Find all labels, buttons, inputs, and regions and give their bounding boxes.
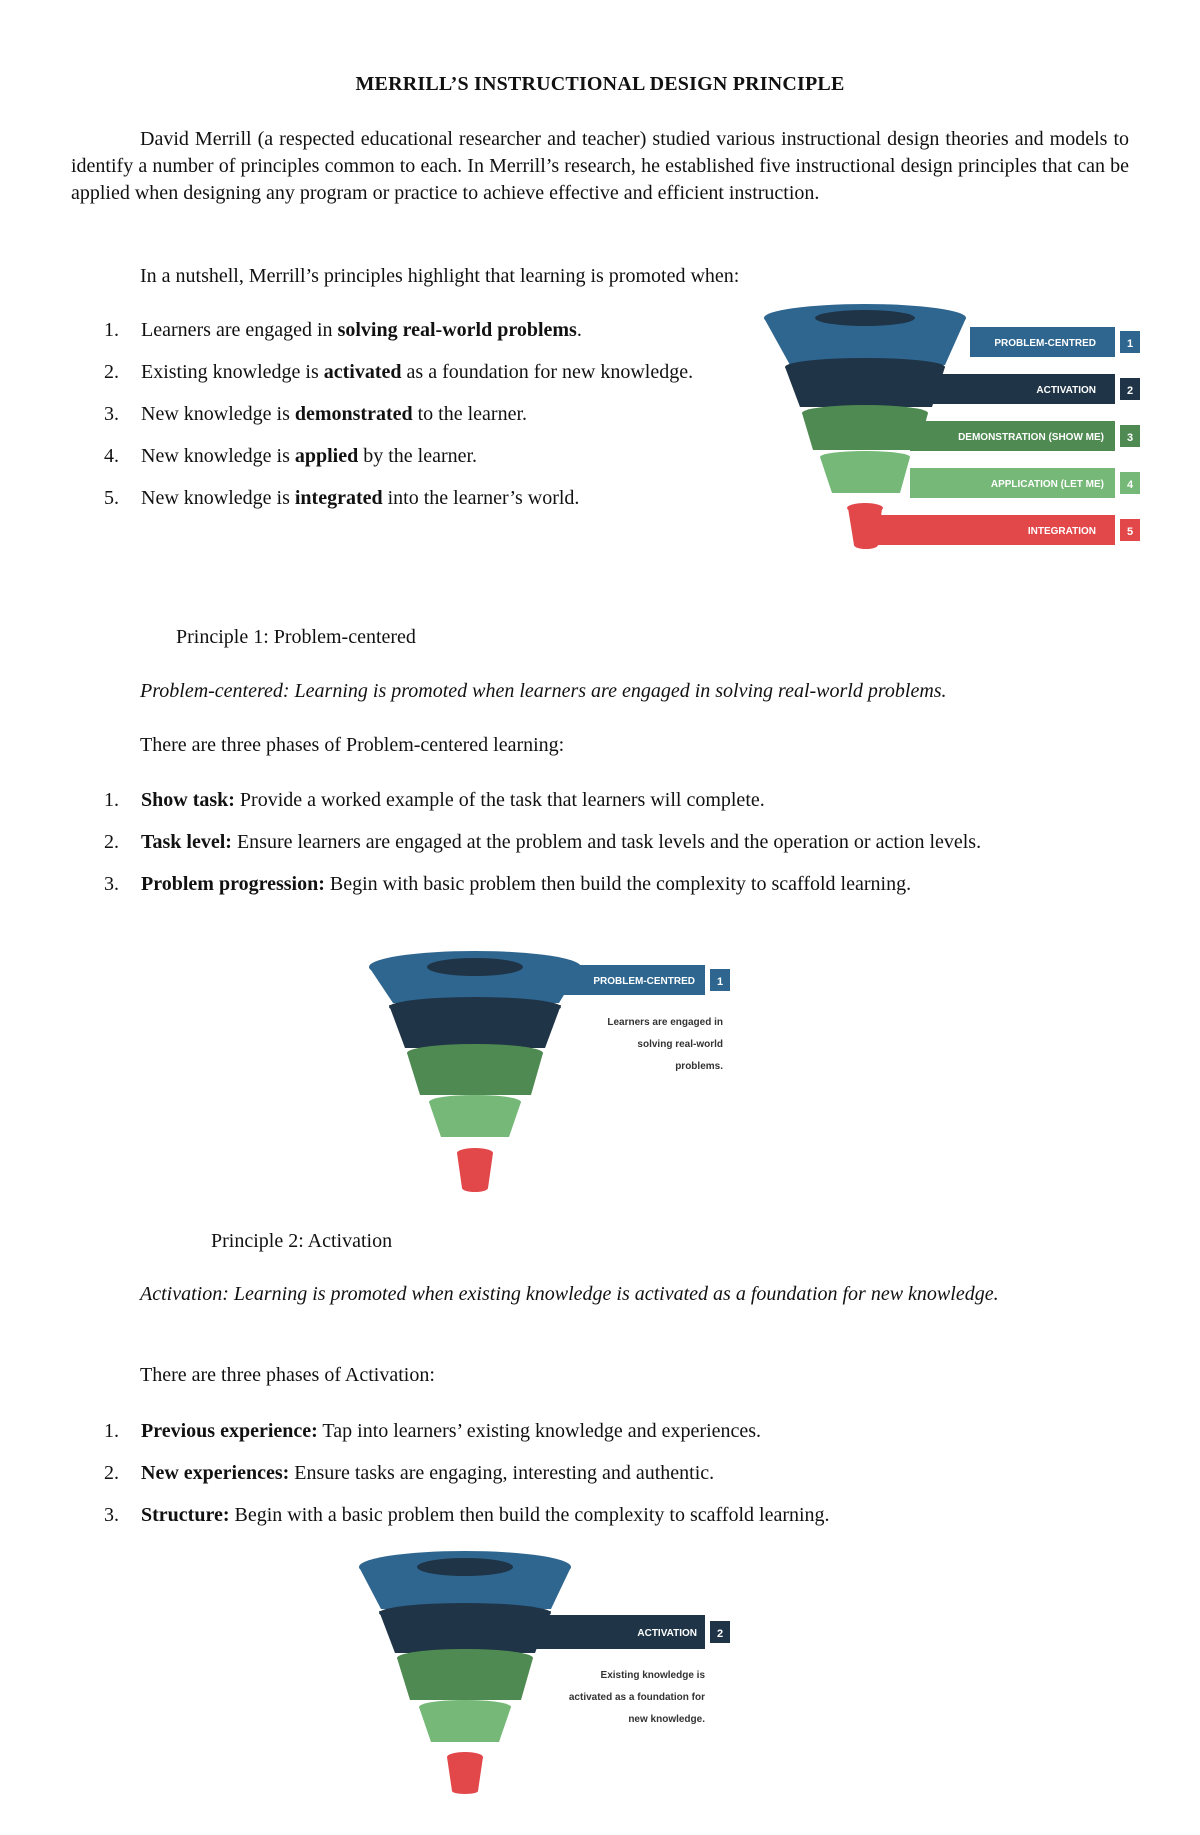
principle2-definition: Activation: Learning is promoted when existing knowledge is activated as a foundation for new knowledge. xyxy=(140,1283,999,1305)
list-item: 3. Structure: Begin with a basic problem then build the complexity to scaffold learning. xyxy=(104,1504,830,1526)
list-item: 2. Existing knowledge is activated as a foundation for new knowledge. xyxy=(104,361,694,383)
banner-label-5: INTEGRATION xyxy=(1027,526,1096,537)
badge-num-1: 1 xyxy=(1126,338,1134,350)
principle2-phases-list xyxy=(71,1418,1129,1544)
list-item: 1. Learners are engaged in solving real-world problems. xyxy=(104,319,582,341)
p1-tier-5-base xyxy=(462,1184,488,1192)
principle1-phases-intro: There are three phases of Problem-centered learning: xyxy=(140,734,565,756)
badge-num-2: 2 xyxy=(1126,385,1134,397)
p1-tier-1-hole xyxy=(427,958,523,976)
tier-1-hole xyxy=(815,310,915,326)
tier-2-rim xyxy=(785,358,945,376)
p1-desc-line-3: problems. xyxy=(675,1061,723,1072)
principle2-heading: Principle 2: Activation xyxy=(211,1230,393,1252)
list-item: 2. Task level: Ensure learners are engaged at the problem and task levels and the operation or action levels. xyxy=(104,831,982,853)
p1-tier-4-rim xyxy=(429,1095,521,1109)
p1-banner-label: PROBLEM-CENTRED xyxy=(593,976,695,987)
list-item: 4. New knowledge is applied by the learner. xyxy=(104,445,478,467)
p2-banner-label: ACTIVATION xyxy=(637,1628,697,1639)
principle1-heading: Principle 1: Problem-centered xyxy=(176,626,416,648)
p2-tier-4-rim xyxy=(419,1700,511,1714)
banner-label-3: DEMONSTRATION (SHOW ME) xyxy=(958,432,1104,443)
principle1-definition: Problem-centered: Learning is promoted when learners are engaged in solving real-world problems. xyxy=(140,680,947,702)
p1-tier-5-rim xyxy=(457,1148,493,1158)
p2-tier-3-rim xyxy=(397,1649,533,1667)
tier-3-rim xyxy=(802,405,928,421)
badge-num-3: 3 xyxy=(1126,432,1134,444)
list-item: 5. New knowledge is integrated into the learner’s world. xyxy=(104,487,580,509)
list-item: 1. Previous experience: Tap into learners’ existing knowledge and experiences. xyxy=(104,1420,762,1442)
banner-label-2: ACTIVATION xyxy=(1036,385,1096,396)
banner-label-4: APPLICATION (LET ME) xyxy=(990,479,1104,490)
list-item: 3. New knowledge is demonstrated to the learner. xyxy=(104,403,528,425)
badge-num-5: 5 xyxy=(1126,526,1134,538)
nutshell-text: In a nutshell, Merrill’s principles highlight that learning is promoted when: xyxy=(140,265,740,287)
p2-tier-5 xyxy=(447,1757,483,1791)
tier-5-rim xyxy=(847,503,883,513)
banner-label-1: PROBLEM-CENTRED xyxy=(994,338,1096,349)
badge-num-4: 4 xyxy=(1126,479,1134,491)
p2-tier-5-base xyxy=(452,1788,478,1794)
page-title: MERRILL’S INSTRUCTIONAL DESIGN PRINCIPLE xyxy=(355,73,845,95)
tier-5 xyxy=(848,508,882,545)
p2-desc-line-2: activated as a foundation for xyxy=(568,1692,705,1703)
p1-badge-num: 1 xyxy=(716,976,724,988)
p1-desc-line-1: Learners are engaged in xyxy=(607,1017,723,1028)
list-item: 2. New experiences: Ensure tasks are engaging, interesting and authentic. xyxy=(104,1462,715,1484)
list-item: 1. Show task: Provide a worked example of the task that learners will complete. xyxy=(104,789,765,811)
merrill-funnel-diagram xyxy=(760,300,1140,560)
p2-tier-1-hole xyxy=(417,1558,513,1576)
principle2-funnel xyxy=(355,1545,745,1795)
tier-5-base xyxy=(854,541,878,549)
p2-desc-line-1: Existing knowledge is xyxy=(600,1670,705,1681)
principle1-phases-list xyxy=(71,787,1129,913)
p1-tier-5 xyxy=(457,1153,493,1188)
p1-desc-line-2: solving real-world xyxy=(637,1039,723,1050)
p2-badge-num: 2 xyxy=(716,1628,724,1640)
p2-desc-line-3: new knowledge. xyxy=(628,1714,705,1725)
intro-paragraph: David Merrill (a respected educational researcher and teacher) studied various instructional design theories and models to identify a number of principles common to each. In Merrill’s research, he established five instructional design principles that can be applied when designing any program or practice to achieve effective and efficient instruction. xyxy=(71,128,1129,204)
p2-tier-2-rim xyxy=(379,1603,551,1623)
p1-tier-2-rim xyxy=(389,997,561,1017)
tier-4-rim xyxy=(820,451,910,463)
p2-tier-5-rim xyxy=(447,1752,483,1762)
principle1-funnel xyxy=(365,945,755,1195)
p1-tier-3-rim xyxy=(407,1044,543,1062)
list-item: 3. Problem progression: Begin with basic problem then build the complexity to scaffold learning. xyxy=(104,873,912,895)
principle2-phases-intro: There are three phases of Activation: xyxy=(140,1364,435,1386)
principles-list xyxy=(71,317,756,527)
